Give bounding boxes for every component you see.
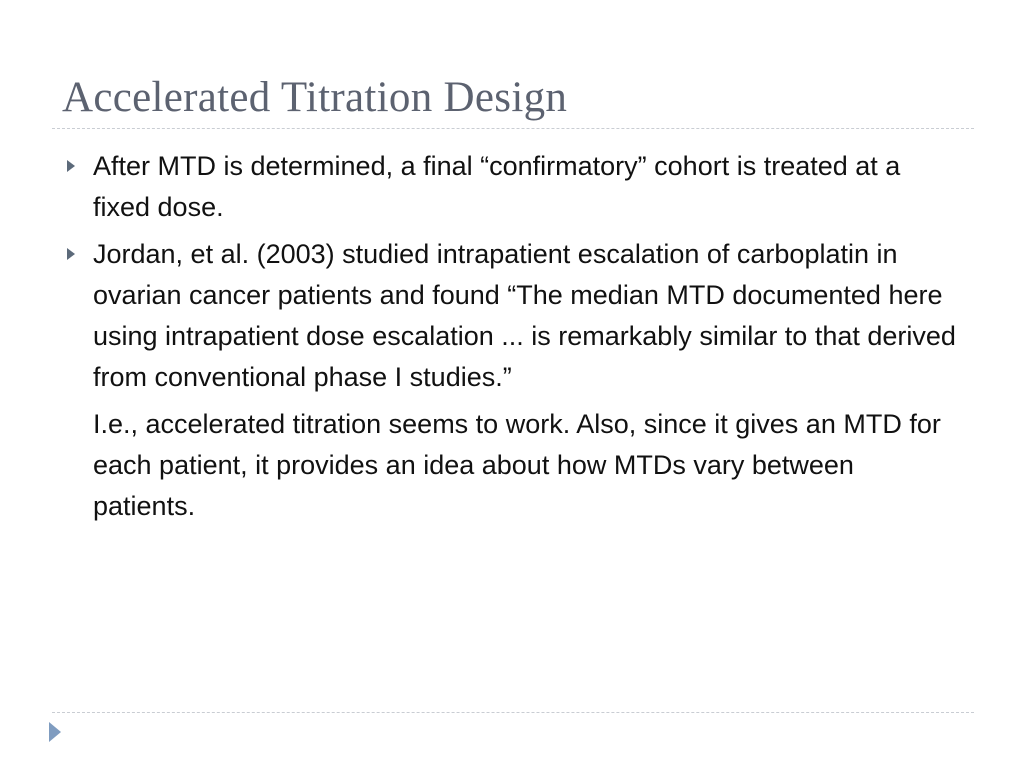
bullet-text: Jordan, et al. (2003) studied intrapatient escalation of carboplatin in ovarian cancer patients and found “The median MTD documented here using intrapatient dose escalation ... is remarkably similar to that derived from conventional phase I studies.”	[93, 239, 956, 392]
triangle-bullet-icon	[67, 160, 75, 172]
slide-title: Accelerated Titration Design	[62, 74, 568, 121]
bullet-text: After MTD is determined, a final “confirmatory” cohort is treated at a fixed dose.	[93, 151, 901, 222]
bullet-item	[60, 146, 960, 228]
play-arrow-icon[interactable]	[49, 722, 61, 742]
title-divider	[52, 128, 974, 129]
triangle-bullet-icon	[67, 248, 75, 260]
footer-divider	[52, 712, 974, 713]
bullet-list	[60, 146, 960, 527]
continuation-paragraph: I.e., accelerated titration seems to work. Also, since it gives an MTD for each patient, it provides an idea about how MTDs vary between patients.	[93, 409, 941, 521]
bullet-item	[60, 234, 960, 398]
